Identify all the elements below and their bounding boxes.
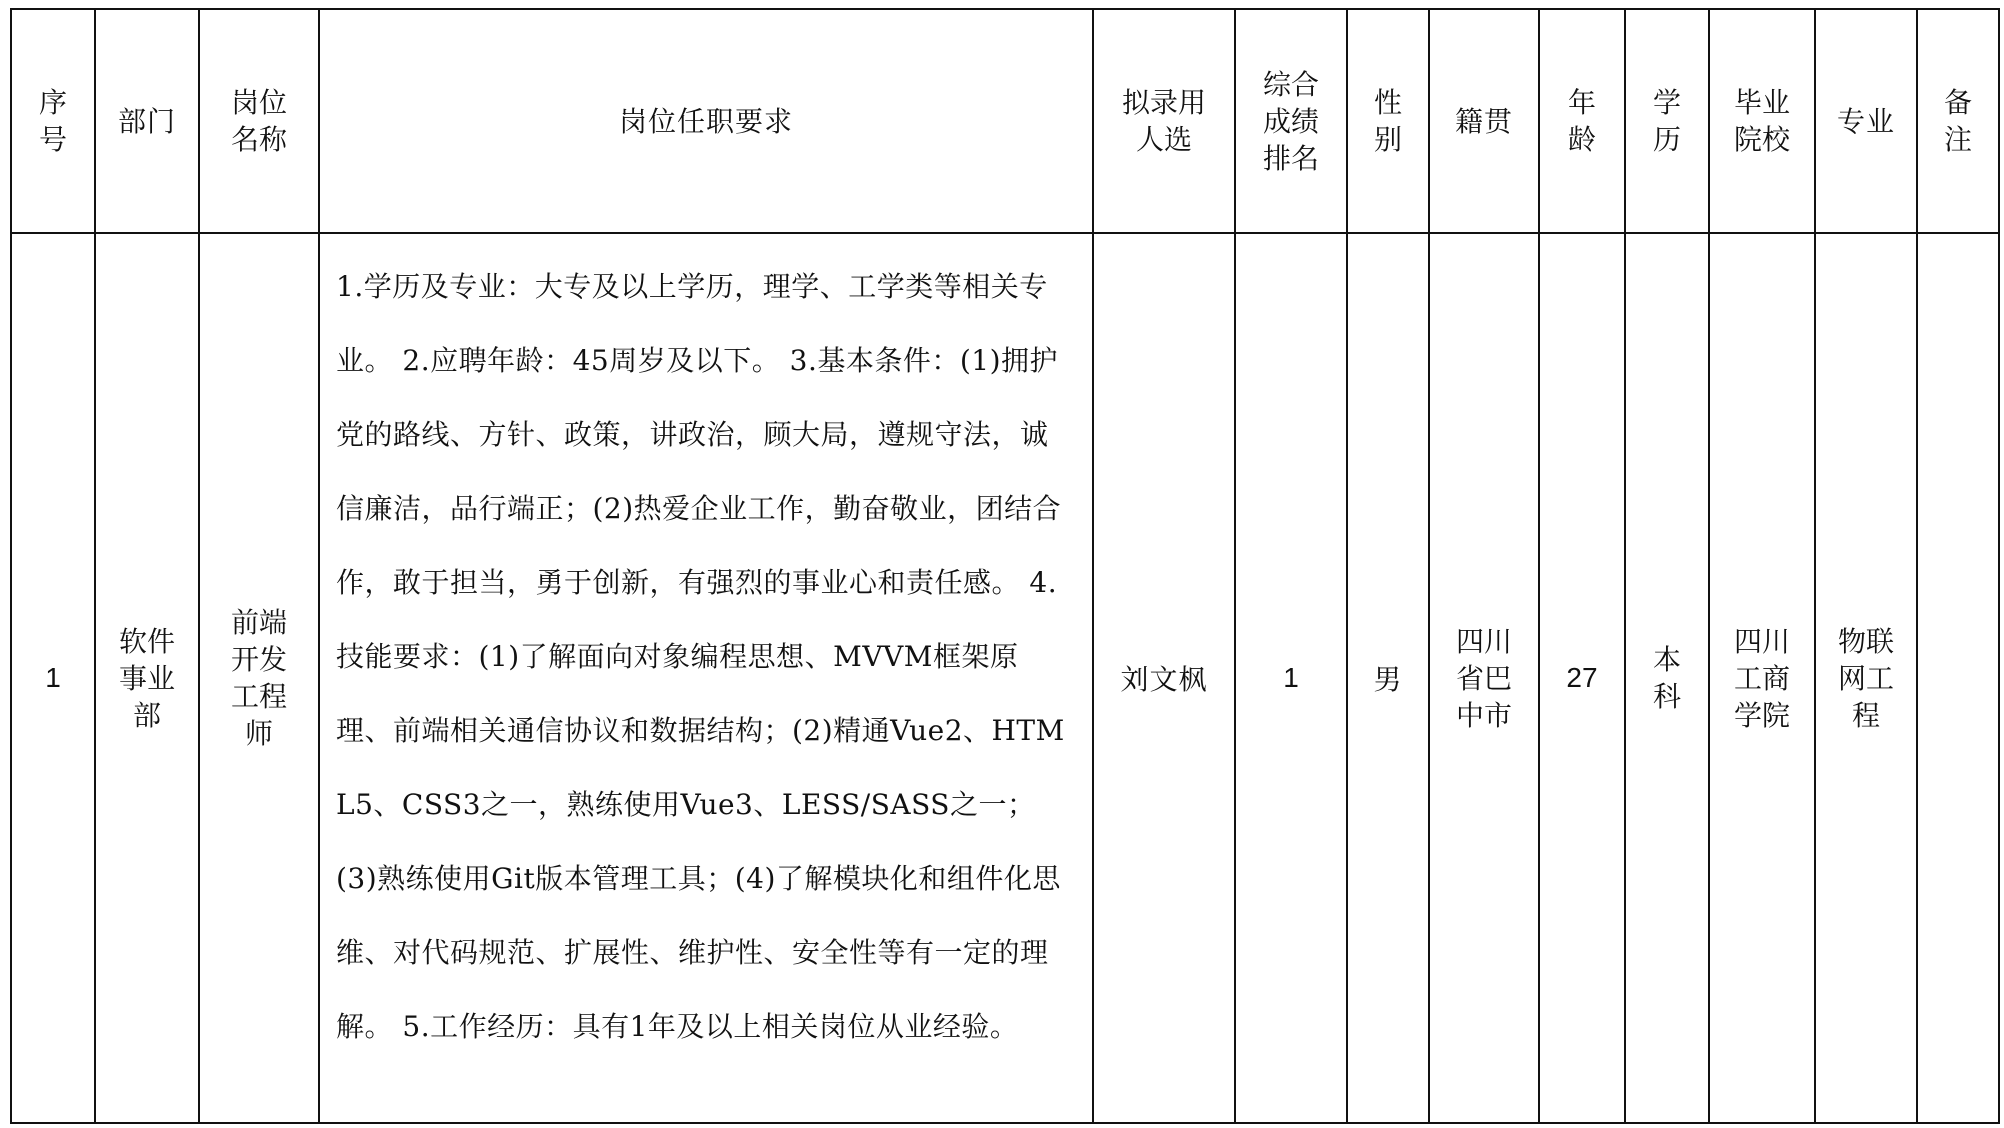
cell-education-text: 本科 [1652, 643, 1681, 713]
table-row [11, 233, 1999, 1123]
recruitment-table [10, 8, 2000, 1124]
header-department-text: 部门 [117, 104, 176, 138]
cell-index [11, 233, 95, 1123]
header-remarks [1917, 9, 1999, 233]
cell-department [95, 233, 199, 1123]
header-index [11, 9, 95, 233]
header-index-text: 序号 [38, 86, 67, 156]
cell-age [1539, 233, 1625, 1123]
cell-school-text: 四川工商学院 [1733, 624, 1790, 732]
cell-requirements-text: 1.学历及专业：大专及以上学历，理学、工学类等相关专业。 2.应聘年龄：45周岁及以下。 3.基本条件：(1)拥护党的路线、方针、政策，讲政治，顾大局，遵规守法，诚信廉洁，品行端正；(2)热爱企业工作，勤奋敬业，团结合作，敢于担当，勇于创新，有强烈的事业心和责任感。 4.技能要求：(1)了解面向对象编程思想、MVVM框架原理、前端相关通信协议和数据结构；(2)精通Vue2、HTML5、CSS3之一，熟练使用Vue3、LESS/SASS之一；(3)熟练使用Git版本管理工具；(4)了解模块化和组件化思维、对代码规范、扩展性、维护性、安全性等有一定的理解。 5.工作经历：具有1年及以上相关岗位从业经验。 [336, 270, 1065, 1043]
cell-ranking-text: 1 [1283, 662, 1299, 693]
header-gender-text: 性别 [1373, 86, 1402, 156]
cell-origin [1429, 233, 1539, 1123]
header-school [1709, 9, 1815, 233]
header-ranking-text: 综合成绩排名 [1262, 67, 1319, 175]
header-position-name [199, 9, 319, 233]
cell-gender [1347, 233, 1429, 1123]
header-education-text: 学历 [1652, 86, 1681, 156]
header-department [95, 9, 199, 233]
cell-department-text: 软件事业部 [118, 624, 175, 732]
header-origin [1429, 9, 1539, 233]
header-major [1815, 9, 1917, 233]
cell-gender-text: 男 [1373, 663, 1403, 696]
header-major-text: 专业 [1836, 104, 1895, 138]
cell-ranking [1235, 233, 1347, 1123]
cell-index-text: 1 [45, 662, 61, 693]
header-candidate [1093, 9, 1235, 233]
cell-position-name [199, 233, 319, 1123]
header-position-name-text: 岗位名称 [230, 86, 287, 156]
cell-candidate [1093, 233, 1235, 1123]
cell-major-text: 物联网工程 [1837, 624, 1894, 732]
header-requirements-text: 岗位任职要求 [618, 104, 793, 138]
cell-origin-text: 四川省巴中市 [1455, 624, 1512, 732]
cell-age-text: 27 [1566, 662, 1598, 693]
header-school-text: 毕业院校 [1733, 86, 1790, 156]
header-requirements [319, 9, 1093, 233]
header-ranking [1235, 9, 1347, 233]
cell-requirements [319, 233, 1093, 1123]
cell-school [1709, 233, 1815, 1123]
header-remarks-text: 备注 [1943, 86, 1972, 156]
header-age-text: 年龄 [1567, 86, 1596, 156]
header-age [1539, 9, 1625, 233]
cell-candidate-text: 刘文枫 [1120, 663, 1208, 696]
table-header-row [11, 9, 1999, 233]
cell-education [1625, 233, 1709, 1123]
header-origin-text: 籍贯 [1454, 104, 1513, 138]
cell-remarks [1917, 233, 1999, 1123]
header-candidate-text: 拟录用人选 [1121, 86, 1206, 156]
cell-position-name-text: 前端开发工程师 [230, 606, 287, 750]
header-gender [1347, 9, 1429, 233]
header-education [1625, 9, 1709, 233]
cell-major [1815, 233, 1917, 1123]
